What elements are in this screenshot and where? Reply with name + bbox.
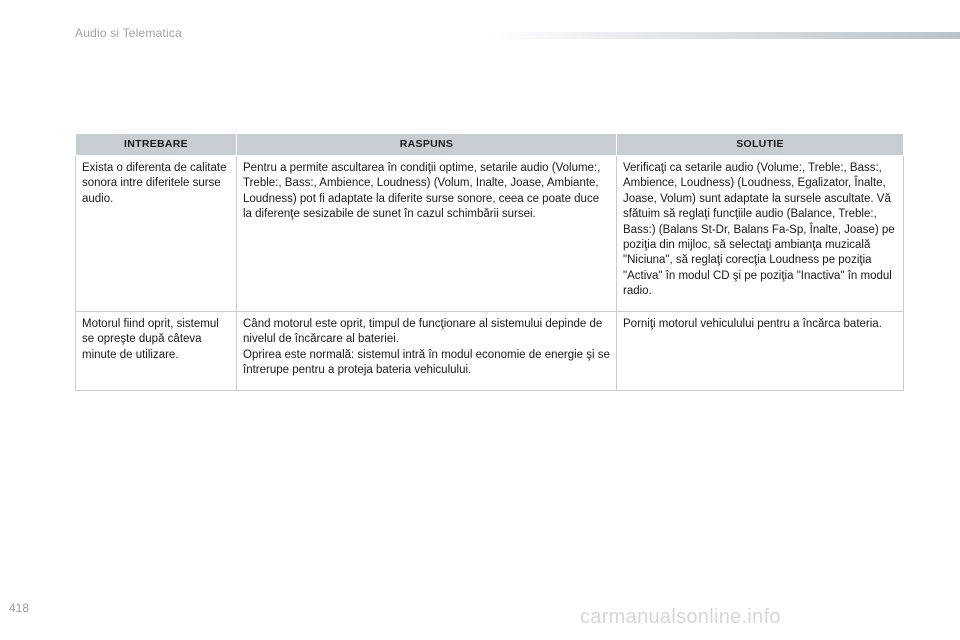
table-header-row [76,134,904,156]
header-decorative-bar [490,32,960,39]
answer-cell [237,312,617,391]
question-text: Motorul fiind oprit, sistemul se opreşte după câteva minute de utilizare. [82,318,219,361]
solution-cell [617,312,904,391]
answer-text: Oprirea este normală: sistemul intră în modul economie de energie şi se întrerupe pentru a proteja bateria vehiculului. [243,348,610,377]
column-header-question: INTREBARE [76,134,237,156]
table-row [76,312,904,391]
answer-text: Pentru a permite ascultarea în condiţii optime, setarile audio (Volume:, Treble:, Bass:, Ambience, Loudness) (Volum, Inalte, Joase, Ambiante, Loudness) pot fi adaptate la diferite surse sonore, ceea ce poate duce la diferenţe sesizabile de sunet în cazul schimbării sursei. [243,162,601,221]
section-title: Audio si Telematica [75,26,182,40]
question-text: Exista o diferenta de calitate sonora intre diferitele surse audio. [82,162,227,205]
page-number: 418 [9,601,30,615]
column-header-answer: RASPUNS [237,134,617,156]
column-header-solution: SOLUTIE [617,134,904,156]
question-cell [76,156,237,312]
question-cell [76,312,237,391]
solution-cell [617,156,904,312]
answer-cell [237,156,617,312]
faq-table [75,133,904,391]
watermark: carmanualsonline.info [580,606,781,628]
solution-text: Verificaţi ca setarile audio (Volume:, Treble:, Bass:, Ambience, Loudness) (Loudness, Egalizator, Înalte, Joase, Volum) sunt adaptate la sursele ascultate. Vă sfătuim să reglaţi funcţiile audio (Balance, Treble:, Bass:) (Balans St-Dr, Balans Fa-Sp, Înalte, Joase) pe poziţia din mijloc, să selectaţi ambianţa muzicală "Niciuna", să reglaţi corecţia Loudness pe poziţia "Activa" în modul CD şi pe poziţia "Inactiva" în modul radio. [623,162,895,298]
table-row [76,156,904,312]
solution-text: Porniţi motorul vehiculului pentru a încărca bateria. [623,318,882,330]
answer-text: Când motorul este oprit, timpul de funcţionare al sistemului depinde de nivelul de încărcare al bateriei. [243,318,603,346]
